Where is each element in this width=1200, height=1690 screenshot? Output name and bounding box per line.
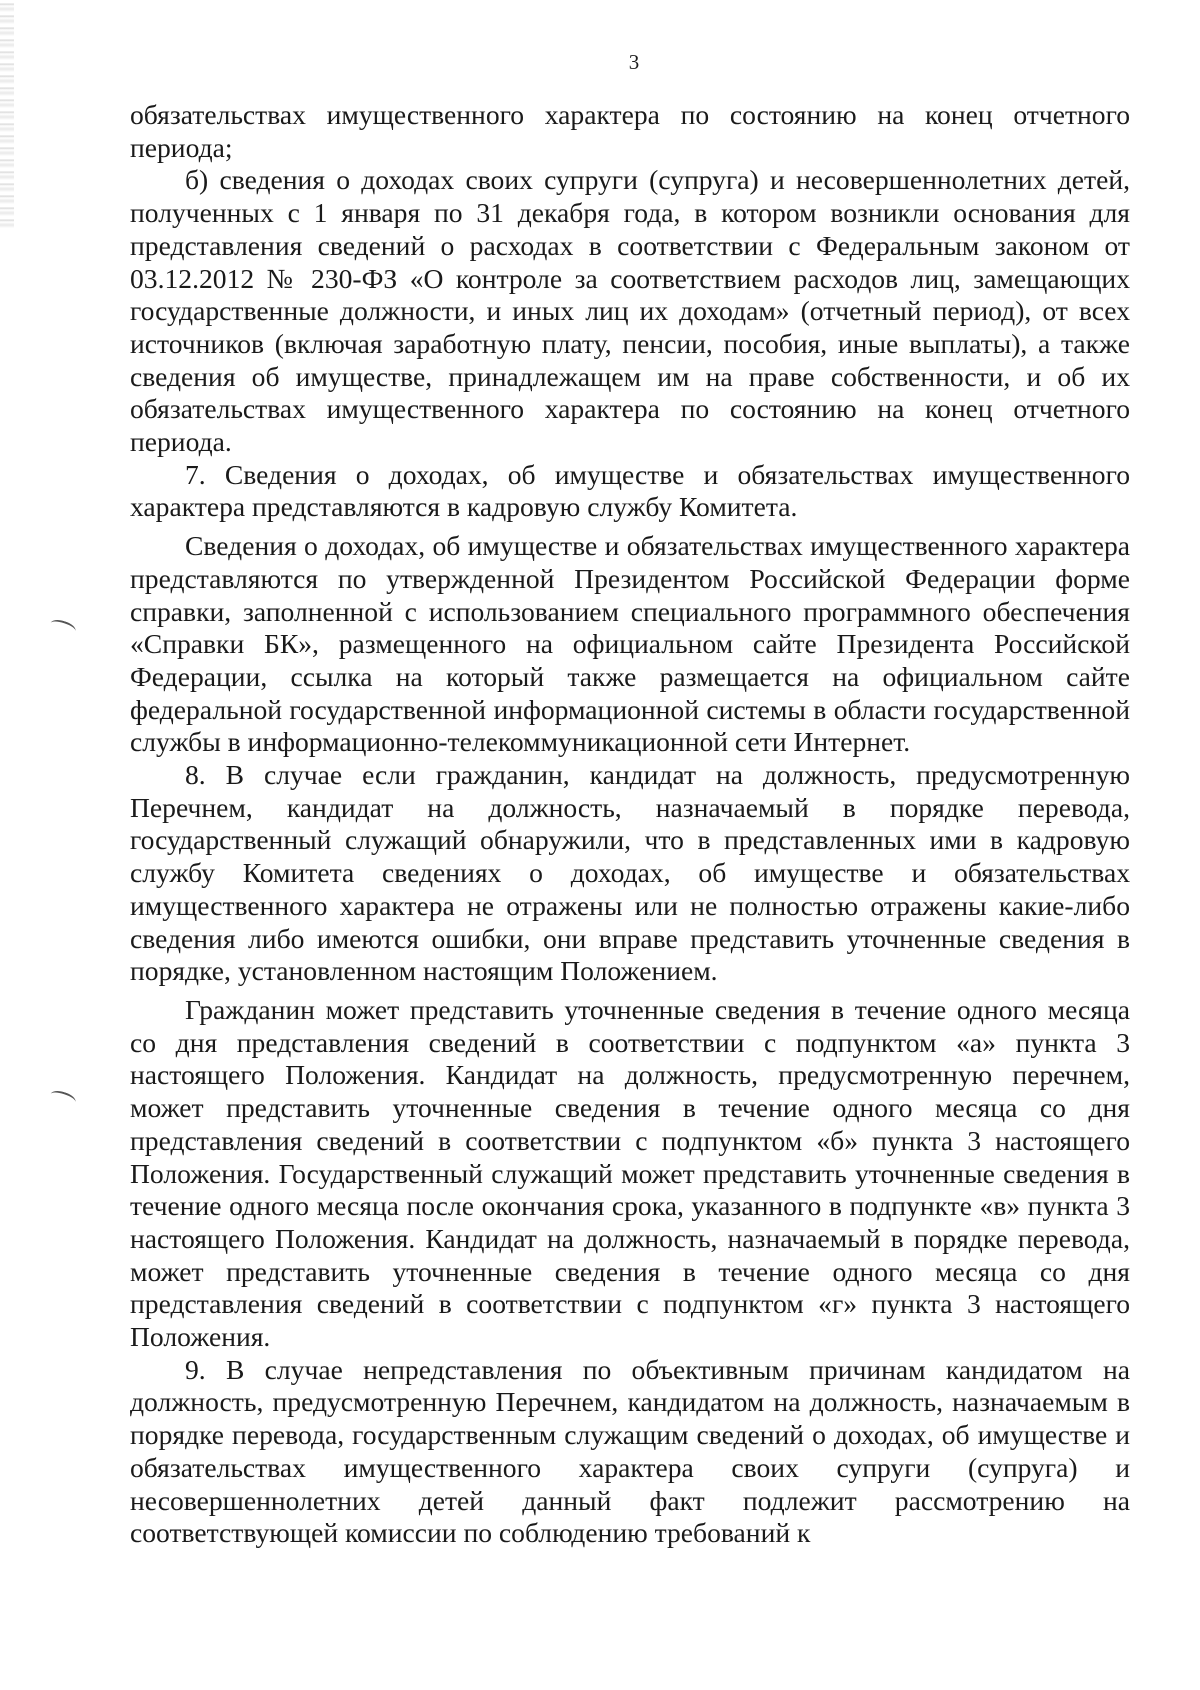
scan-mark-artifact [49, 1088, 77, 1107]
scan-mark-artifact [49, 617, 77, 636]
paragraph-item-9: 9. В случае непредставления по объективным причинам кандидатом на должность, предусмотренную Перечнем, кандидатом на должность, назначаемым в порядке перевода, государственным служащим сведений о доходах, об имуществе и обязательствах имущественного характера своих супруги (супруга) и несовершеннолетних детей данный факт подлежит рассмотрению на соответствующей комиссии по соблюдению требований к [130, 1353, 1130, 1549]
page-number: 3 [628, 50, 640, 74]
paragraph-item-8: 8. В случае если гражданин, кандидат на должность, предусмотренную Перечнем, кандидат на должность, назначаемый в порядке перевода, государственный служащий обнаружили, что в представленных ими в кадровую службу Комитета сведениях о доходах, об имуществе и обязательствах имущественного характера не отражены или не полностью отражены какие-либо сведения либо имеются ошибки, они вправе представить уточненные сведения в порядке, установленном настоящим Положением. [130, 759, 1130, 987]
document-body [130, 99, 1130, 1550]
paragraph-subitem-b: б) сведения о доходах своих супруги (супруга) и несовершеннолетних детей, полученных с 1 января по 31 декабря года, в котором возникли основания для представления сведений о расходах в соответствии с Федеральным законом от 03.12.2012 № 230-ФЗ «О контроле за соответствием расходов лиц, замещающих государственные должности, и иных лиц их доходам» (отчетный период), от всех источников (включая заработную плату, пенсии, пособия, иные выплаты), а также сведения об имуществе, принадлежащем им на праве собственности, и об их обязательствах имущественного характера по состоянию на конец отчетного периода. [130, 164, 1130, 458]
scan-edge-artifact [0, 0, 14, 230]
paragraph-item-7: 7. Сведения о доходах, об имуществе и обязательствах имущественного характера представляются в кадровую службу Комитета. [130, 458, 1130, 523]
paragraph-continuation: обязательствах имущественного характера по состоянию на конец отчетного периода; [130, 99, 1130, 163]
paragraph-item-7-form: Сведения о доходах, об имуществе и обязательствах имущественного характера представляются по утвержденной Президентом Российской Федерации форме справки, заполненной с использованием специального программного обеспечения «Справки БК», размещенного на официальном сайте Президента Российской Федерации, ссылка на который также размещается на официальном сайте федеральной государственной информационной системы в области государственной службы в информационно-телекоммуникационной сети Интернет. [130, 530, 1130, 758]
paragraph-item-8-deadlines: Гражданин может представить уточненные сведения в течение одного месяца со дня представления сведений в соответствии с подпунктом «а» пункта 3 настоящего Положения. Кандидат на должность, предусмотренную перечнем, может представить уточненные сведения в течение одного месяца со дня представления сведений в соответствии с подпунктом «б» пункта 3 настоящего Положения. Государственный служащий может представить уточненные сведения в течение одного месяца после окончания срока, указанного в подпункте «в» пункта 3 настоящего Положения. Кандидат на должность, назначаемый в порядке перевода, может представить уточненные сведения в течение одного месяца со дня представления сведений в соответствии с подпунктом «г» пункта 3 настоящего Положения. [130, 993, 1130, 1353]
